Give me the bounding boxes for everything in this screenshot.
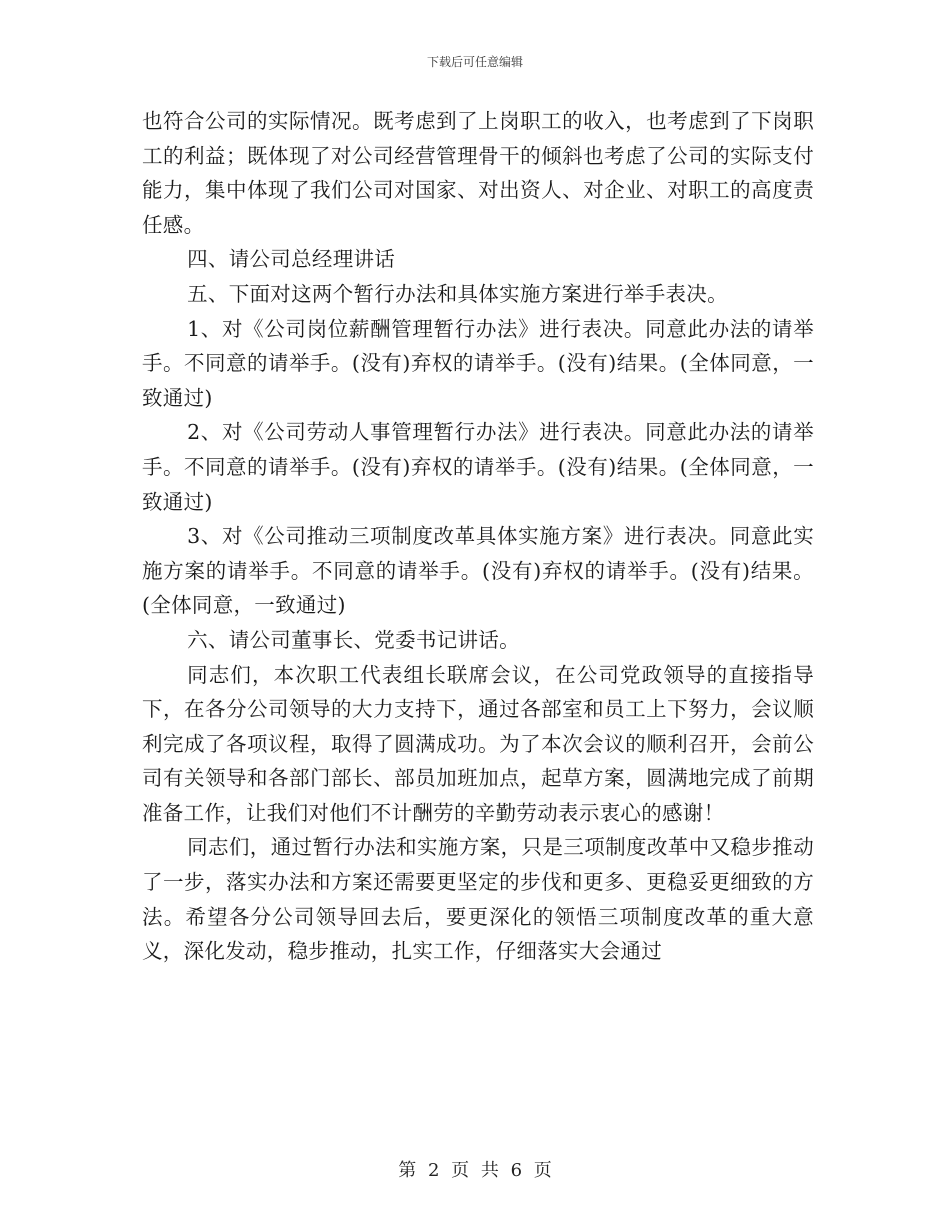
paragraph-item-6: 六、请公司董事长、党委书记讲话。 xyxy=(187,627,520,652)
page-footer: 第 2 页 共 6 页 xyxy=(398,1160,552,1181)
paragraph-item-5: 五、下面对这两个暂行办法和具体实施方案进行举手表决。 xyxy=(187,281,728,306)
page-header: 下载后可任意编辑 xyxy=(426,55,523,69)
paragraph-speech-1: 同志们，本次职工代表组长联席会议，在公司党政领导的直接指导下，在各分公司领导的大力支持下，通过各部室和员工上下努力，会议顺利完成了各项议程，取得了圆满成功。为了本次会议的顺利召开，会前公司有关领导和各部门部长、部员加班加点，起草方案，圆满地完成了前期准备工作，让我们对他们不计酬劳的辛勤劳动表示衷心的感谢！ xyxy=(142,662,814,825)
document-body xyxy=(142,104,814,969)
paragraph-vote-3: 3、对《公司推动三项制度改革具体实施方案》进行表决。同意此实施方案的请举手。不同意的请举手。(没有)弃权的请举手。(没有)结果。(全体同意，一致通过) xyxy=(142,524,814,618)
paragraph-vote-2: 2、对《公司劳动人事管理暂行办法》进行表决。同意此办法的请举手。不同意的请举手。(没有)弃权的请举手。(没有)结果。(全体同意，一致通过) xyxy=(142,420,814,514)
paragraph-vote-1: 1、对《公司岗位薪酬管理暂行办法》进行表决。同意此办法的请举手。不同意的请举手。(没有)弃权的请举手。(没有)结果。(全体同意，一致通过) xyxy=(142,316,814,410)
paragraph-continuation: 也符合公司的实际情况。既考虑到了上岗职工的收入，也考虑到了下岗职工的利益；既体现了对公司经营管理骨干的倾斜也考虑了公司的实际支付能力，集中体现了我们公司对国家、对出资人、对企业、对职工的高度责任感。 xyxy=(142,109,814,237)
paragraph-speech-2: 同志们，通过暂行办法和实施方案，只是三项制度改革中又稳步推动了一步，落实办法和方案还需要更坚定的步伐和更多、更稳妥更细致的方法。希望各分公司领导回去后，要更深化的领悟三项制度改革的重大意义，深化发动，稳步推动，扎实工作，仔细落实大会通过 xyxy=(142,835,814,964)
paragraph-item-4: 四、请公司总经理讲话 xyxy=(187,247,396,272)
